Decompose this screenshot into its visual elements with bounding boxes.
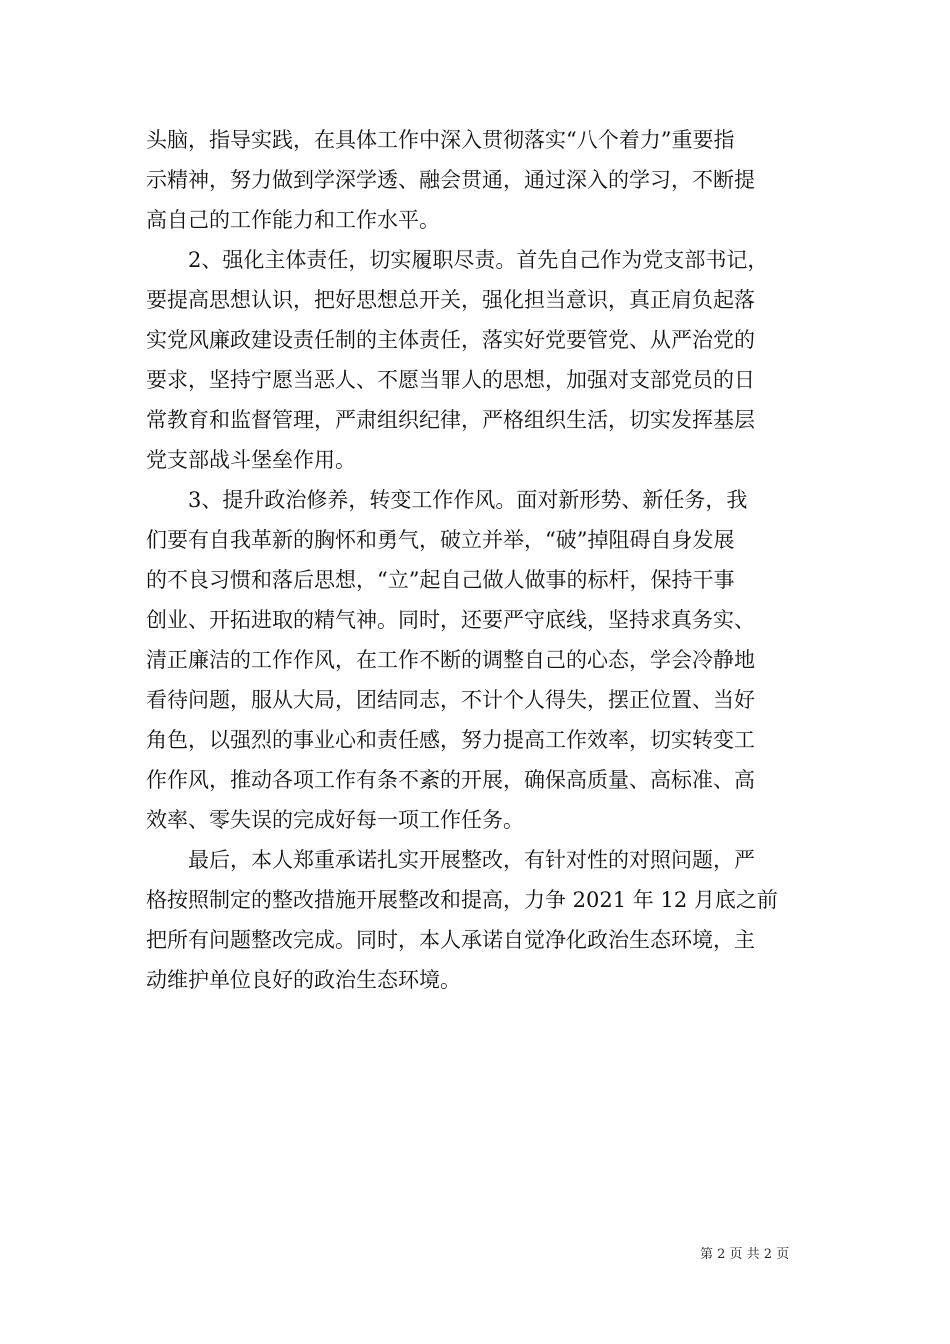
body-line: 要提高思想认识，把好思想总开关，强化担当意识，真正肩负起落 (146, 288, 755, 312)
body-line: 动维护单位良好的政治生态环境。 (146, 968, 461, 992)
page-number: 第 2 页 共 2 页 (700, 1247, 790, 1262)
paragraph-3-first-line: 3、提升政治修养，转变工作作风。面对新形势、新任务，我 (188, 488, 748, 512)
body-line: 作作风，推动各项工作有条不紊的开展，确保高质量、高标准、高 (146, 768, 755, 792)
body-line: 格按照制定的整改措施开展整改和提高，力争 2021 年 12 月底之前 (146, 888, 778, 912)
body-line: 看待问题，服从大局，团结同志，不计个人得失，摆正位置、当好 (146, 688, 755, 712)
body-line: 头脑，指导实践，在具体工作中深入贯彻落实“八个着力”重要指 (146, 128, 735, 152)
body-line: 清正廉洁的工作作风，在工作不断的调整自己的心态，学会冷静地 (146, 648, 755, 672)
body-line: 实党风廉政建设责任制的主体责任，落实好党要管党、从严治党的 (146, 328, 755, 352)
document-body (146, 120, 812, 1000)
body-line: 的不良习惯和落后思想，“立”起自己做人做事的标杆，保持干事 (146, 568, 735, 592)
body-line: 角色，以强烈的事业心和责任感，努力提高工作效率，切实转变工 (146, 728, 755, 752)
body-line: 示精神，努力做到学深学透、融会贯通，通过深入的学习，不断提 (146, 168, 755, 192)
body-line: 党支部战斗堡垒作用。 (146, 448, 356, 472)
body-line: 把所有问题整改完成。同时，本人承诺自觉净化政治生态环境，主 (146, 928, 755, 952)
body-line: 要求，坚持宁愿当恶人、不愿当罪人的思想，加强对支部党员的日 (146, 368, 755, 392)
body-line: 们要有自我革新的胸怀和勇气，破立并举，“破”掉阻碍自身发展 (146, 528, 735, 552)
body-line: 常教育和监督管理，严肃组织纪律，严格组织生活，切实发挥基层 (146, 408, 755, 432)
body-line: 高自己的工作能力和工作水平。 (146, 208, 440, 232)
paragraph-final-first-line: 最后，本人郑重承诺扎实开展整改，有针对性的对照问题，严 (188, 848, 755, 872)
body-line: 效率、零失误的完成好每一项工作任务。 (146, 808, 524, 832)
body-line: 创业、开拓进取的精气神。同时，还要严守底线，坚持求真务实、 (146, 608, 755, 632)
paragraph-2-first-line: 2、强化主体责任，切实履职尽责。首先自己作为党支部书记， (188, 248, 769, 272)
